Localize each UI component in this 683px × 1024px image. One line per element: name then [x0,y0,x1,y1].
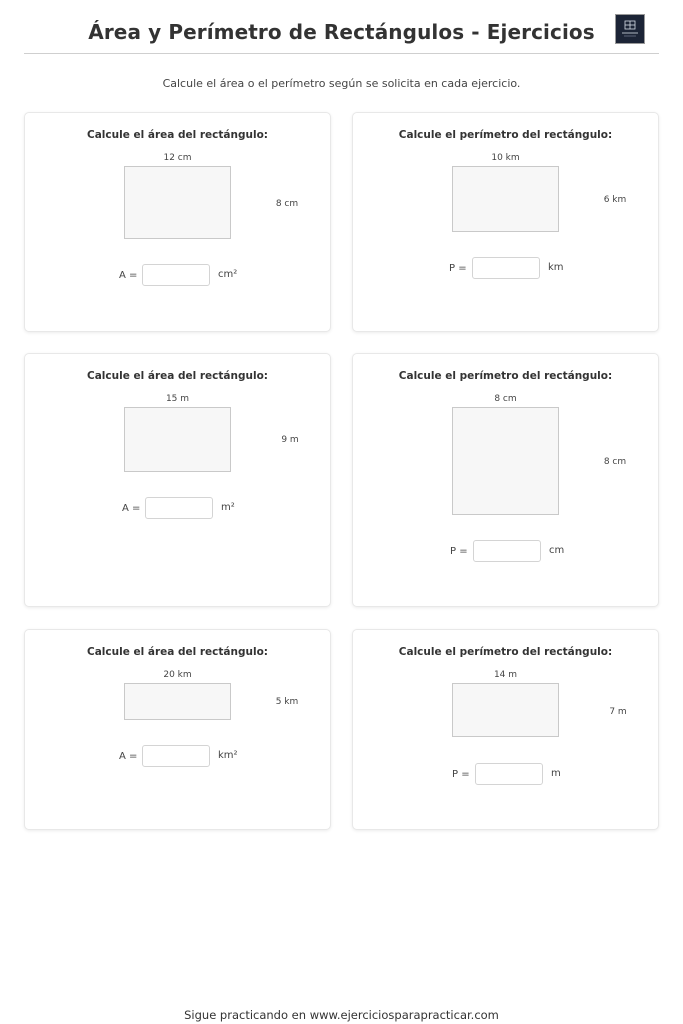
page-header [24,0,659,54]
rect-height-label: 8 cm [275,199,299,209]
answer-input[interactable] [142,745,210,767]
rectangle-figure [124,683,231,720]
answer-row [119,264,269,288]
rect-height-label: 9 m [281,435,299,445]
answer-unit: m² [221,502,235,513]
answer-unit: km² [218,750,238,761]
page-title: Área y Perímetro de Rectángulos - Ejercicios [88,20,595,44]
answer-variable: A = [119,270,138,281]
instructions-text: Calcule el área o el perímetro según se solicita en cada ejercicio. [162,77,521,90]
exercise-card-3 [24,353,331,607]
exercise-title: Calcule el perímetro del rectángulo: [398,646,613,658]
answer-row [119,745,269,769]
answer-input[interactable] [475,763,543,785]
exercise-title: Calcule el perímetro del rectángulo: [398,370,613,382]
rectangle-figure [452,407,559,515]
answer-input[interactable] [142,264,210,286]
rect-height-label: 8 cm [603,457,627,467]
exercise-card-1 [24,112,331,332]
answer-row [452,763,602,787]
site-logo-icon[interactable] [615,14,645,44]
rect-height-label: 6 km [603,195,627,205]
exercise-card-2 [352,112,659,332]
answer-unit: cm² [218,269,238,280]
answer-input[interactable] [472,257,540,279]
answer-row [450,540,600,564]
rect-width-label: 12 cm [163,153,192,163]
footer-text: Sigue practicando en www.ejerciciosparapracticar.com [184,1008,499,1022]
exercise-card-4 [352,353,659,607]
answer-unit: km [548,262,564,273]
answer-variable: P = [452,769,470,780]
rect-width-label: 20 km [163,670,192,680]
exercise-card-5 [24,629,331,830]
answer-row [122,497,272,521]
rectangle-figure [124,166,231,239]
rect-width-label: 10 km [491,153,520,163]
exercise-title: Calcule el área del rectángulo: [87,370,268,382]
exercise-title: Calcule el perímetro del rectángulo: [398,129,613,141]
rectangle-figure [452,166,559,232]
answer-variable: P = [449,263,467,274]
answer-row [449,257,599,281]
rectangle-figure [124,407,231,472]
rect-width-label: 15 m [165,394,190,404]
answer-variable: A = [119,751,138,762]
rect-height-label: 5 km [275,697,299,707]
answer-variable: P = [450,546,468,557]
answer-variable: A = [122,503,141,514]
answer-input[interactable] [145,497,213,519]
exercise-title: Calcule el área del rectángulo: [87,646,268,658]
rect-width-label: 8 cm [494,394,517,404]
exercise-card-6 [352,629,659,830]
rect-height-label: 7 m [609,707,627,717]
rectangle-figure [452,683,559,737]
rect-width-label: 14 m [493,670,518,680]
exercise-title: Calcule el área del rectángulo: [87,129,268,141]
answer-input[interactable] [473,540,541,562]
answer-unit: m [551,768,561,779]
answer-unit: cm [549,545,565,556]
